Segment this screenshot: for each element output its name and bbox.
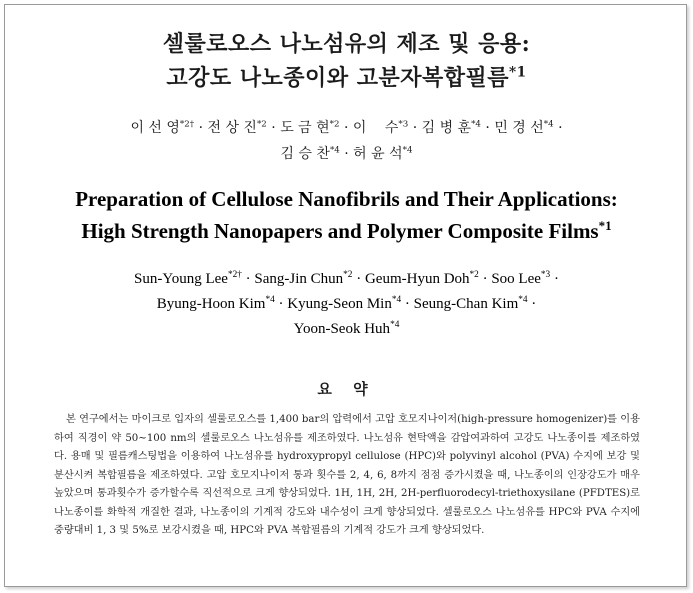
author-affiliation-mark: *2 [469, 270, 479, 280]
author-separator: · [266, 120, 281, 136]
author-affiliation-mark: *4 [265, 295, 275, 305]
english-title-footnote-mark: *1 [598, 218, 612, 233]
english-author-list [5, 267, 688, 342]
author-separator: · [553, 120, 563, 136]
author-affiliation-mark: *4 [518, 295, 528, 305]
korean-title-line-2 [5, 61, 688, 95]
author-affiliation-mark: *2 [329, 119, 340, 130]
author-name: Sun-Young Lee [134, 271, 228, 287]
author-affiliation-mark: *4 [471, 119, 481, 130]
author-affiliation-mark: *3 [398, 119, 409, 130]
korean-authors-line-2 [5, 141, 688, 167]
author-name: Yoon-Seok Huh [293, 321, 391, 337]
author-separator: · [550, 271, 559, 287]
author-name: Soo Lee [491, 271, 541, 287]
author-separator: · [527, 296, 537, 312]
author [157, 296, 275, 312]
author [207, 120, 266, 136]
author-name: Geum-Hyun Doh [364, 271, 470, 287]
paper-header-frame [4, 4, 687, 587]
author [287, 296, 401, 312]
author-name: 도 금 현 [280, 120, 330, 136]
english-authors-line-2 [5, 292, 688, 317]
author-separator: · [401, 296, 414, 312]
abstract-heading: 요 약 [317, 380, 376, 398]
abstract-body [54, 411, 640, 541]
abstract-text: 본 연구에서는 마이크로 입자의 셀룰로오스를 1,400 bar의 압력에서 고압 호모지나이저(high-pressure homogenizer)를 이용하여 직경이 약 50∼100 nm의 셀룰로오스 나노섬유를 제조하였다. 나노섬유 현탁액을 감압여과하여 고강도 나노종이를 제조하였다. 용매 및 필름캐스팅법을 이용하여 나노섬유를 hydroxypropyl cellulose (HPC)와 polyvinyl alcohol (PVA) 수지에 보강 및 분산시켜 복합필름을 제조하였다. 고압 호모지나이저 통과 횟수를 2, 4, 6, 8까지 점점 증가시켰을 때, 나노종이의 인장강도가 매우 높았으며 통과횟수가 증가할수록 직선적으로 크게 향상되었다. 1H, 1H, 2H, 2H-perfluorodecyl-triethoxysilane (PFDTES)로 나노종이를 화학적 개질한 결과, 나노종이의 기계적 강도와 내수성이 크게 향상되었다. 셀룰로오스 나노섬유를 HPC와 PVA 수지에 중량대비 1, 3 및 5%로 보강시켰을 때, HPC와 PVA 복합필름의 기계적 강도가 크게 향상되었다. [54, 414, 640, 536]
author-name: 허 윤 석 [353, 146, 403, 162]
english-title-line-2 [5, 215, 688, 247]
author [280, 146, 339, 162]
author-name: Sang-Jin Chun [254, 271, 344, 287]
author [491, 271, 550, 287]
author-affiliation-mark: *3 [540, 270, 551, 280]
korean-title-line-1: 셀룰로오스 나노섬유의 제조 및 응용: [162, 31, 531, 57]
korean-title-line-2-text: 고강도 나노종이와 고분자복합필름 [166, 65, 509, 91]
english-title-line-1: Preparation of Cellulose Nanofibrils and Their Applications: [75, 187, 618, 211]
author-name: Seung-Chan Kim [413, 296, 519, 312]
author [422, 120, 481, 136]
author-name: 민 경 선 [494, 120, 544, 136]
author-name: 이 선 영 [130, 120, 180, 136]
author-affiliation-mark: *2 [256, 119, 267, 130]
author [353, 120, 408, 136]
author [254, 271, 352, 287]
author [365, 271, 479, 287]
author-affiliation-mark: *4 [543, 119, 554, 130]
author-separator: · [241, 271, 255, 287]
author [134, 271, 242, 287]
author-separator: · [352, 271, 365, 287]
author [494, 120, 553, 136]
author-separator: · [480, 120, 495, 136]
author [294, 321, 400, 337]
author-separator: · [408, 120, 422, 136]
author-separator: · [339, 120, 353, 136]
author-affiliation-mark: *2† [179, 119, 195, 130]
author [353, 146, 412, 162]
author [414, 296, 528, 312]
author-name: 김 병 훈 [421, 120, 472, 136]
author-affiliation-mark: *2† [227, 270, 242, 280]
korean-title-footnote-mark: *1 [509, 64, 527, 81]
author [280, 120, 339, 136]
english-authors-line-3 [5, 317, 688, 342]
author-name: Kyung-Seon Min [287, 296, 392, 312]
author [130, 120, 194, 136]
author-name: 전 상 진 [207, 120, 257, 136]
author-name: 이 수 [352, 120, 399, 136]
author-affiliation-mark: *4 [390, 320, 400, 330]
author-separator: · [274, 296, 288, 312]
author-name: Byung-Hoon Kim [156, 296, 266, 312]
korean-author-list [5, 115, 688, 167]
author-separator: · [194, 120, 208, 136]
english-authors-line-1 [5, 267, 688, 292]
korean-authors-line-1 [5, 115, 688, 141]
author-name: 김 승 찬 [280, 146, 330, 162]
author-affiliation-mark: *4 [391, 295, 402, 305]
author-affiliation-mark: *4 [402, 145, 413, 156]
author-affiliation-mark: *4 [329, 145, 340, 156]
korean-title [5, 27, 688, 95]
author-affiliation-mark: *2 [343, 270, 353, 280]
english-title-line-2-text: High Strength Nanopapers and Polymer Composite Films [81, 219, 599, 243]
english-title [5, 183, 688, 247]
author-separator: · [478, 271, 492, 287]
author-separator: · [339, 146, 354, 162]
